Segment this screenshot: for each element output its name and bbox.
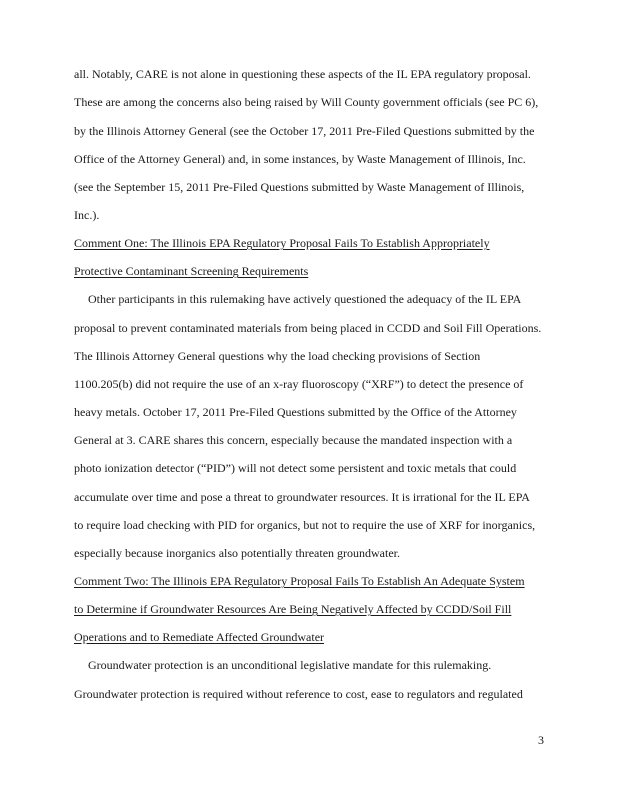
text-line: by the Illinois Attorney General (see the October 17, 2011 Pre-Filed Questions submitted by the <box>74 124 535 138</box>
text-line: proposal to prevent contaminated materials from being placed in CCDD and Soil Fill Operations. <box>74 321 542 335</box>
text-line: Groundwater protection is required without reference to cost, ease to regulators and regulated <box>74 687 523 701</box>
heading-line: Comment Two: The Illinois EPA Regulatory Proposal Fails To Establish An Adequate System <box>74 574 525 588</box>
text-line: photo ionization detector (“PID”) will not detect some persistent and toxic metals that could <box>74 461 517 475</box>
text-line: all. Notably, CARE is not alone in questioning these aspects of the IL EPA regulatory proposal. <box>74 67 531 81</box>
text-line: especially because inorganics also potentially threaten groundwater. <box>74 546 400 560</box>
heading-line: Comment One: The Illinois EPA Regulatory Proposal Fails To Establish Appropriately <box>74 236 490 250</box>
text-line: accumulate over time and pose a threat to groundwater resources. It is irrational for the IL EPA <box>74 490 530 504</box>
text-line: Office of the Attorney General) and, in some instances, by Waste Management of Illinois, Inc. <box>74 152 526 166</box>
text-line: to require load checking with PID for organics, but not to require the use of XRF for inorganics, <box>74 518 536 532</box>
text-line: Groundwater protection is an unconditional legislative mandate for this rulemaking. <box>88 658 492 672</box>
heading-line: Protective Contaminant Screening Requirements <box>74 264 309 278</box>
text-line: Inc.). <box>74 208 100 222</box>
heading-line: Operations and to Remediate Affected Groundwater <box>74 630 325 644</box>
text-line: These are among the concerns also being raised by Will County government officials (see PC 6), <box>74 95 539 109</box>
text-line: heavy metals. October 17, 2011 Pre-Filed Questions submitted by the Office of the Attorney <box>74 405 517 419</box>
text-line: Other participants in this rulemaking have actively questioned the adequacy of the IL EPA <box>88 292 522 306</box>
text-line: 1100.205(b) did not require the use of an x-ray fluoroscopy (“XRF”) to detect the presence of <box>74 377 524 391</box>
text-line: General at 3. CARE shares this concern, especially because the mandated inspection with a <box>74 433 513 447</box>
page-number: 3 <box>538 733 544 747</box>
heading-line: to Determine if Groundwater Resources Are Being Negatively Affected by CCDD/Soil Fill <box>74 602 512 616</box>
text-line: The Illinois Attorney General questions why the load checking provisions of Section <box>74 349 481 363</box>
text-line: (see the September 15, 2011 Pre-Filed Questions submitted by Waste Management of Illinois, <box>74 180 525 194</box>
